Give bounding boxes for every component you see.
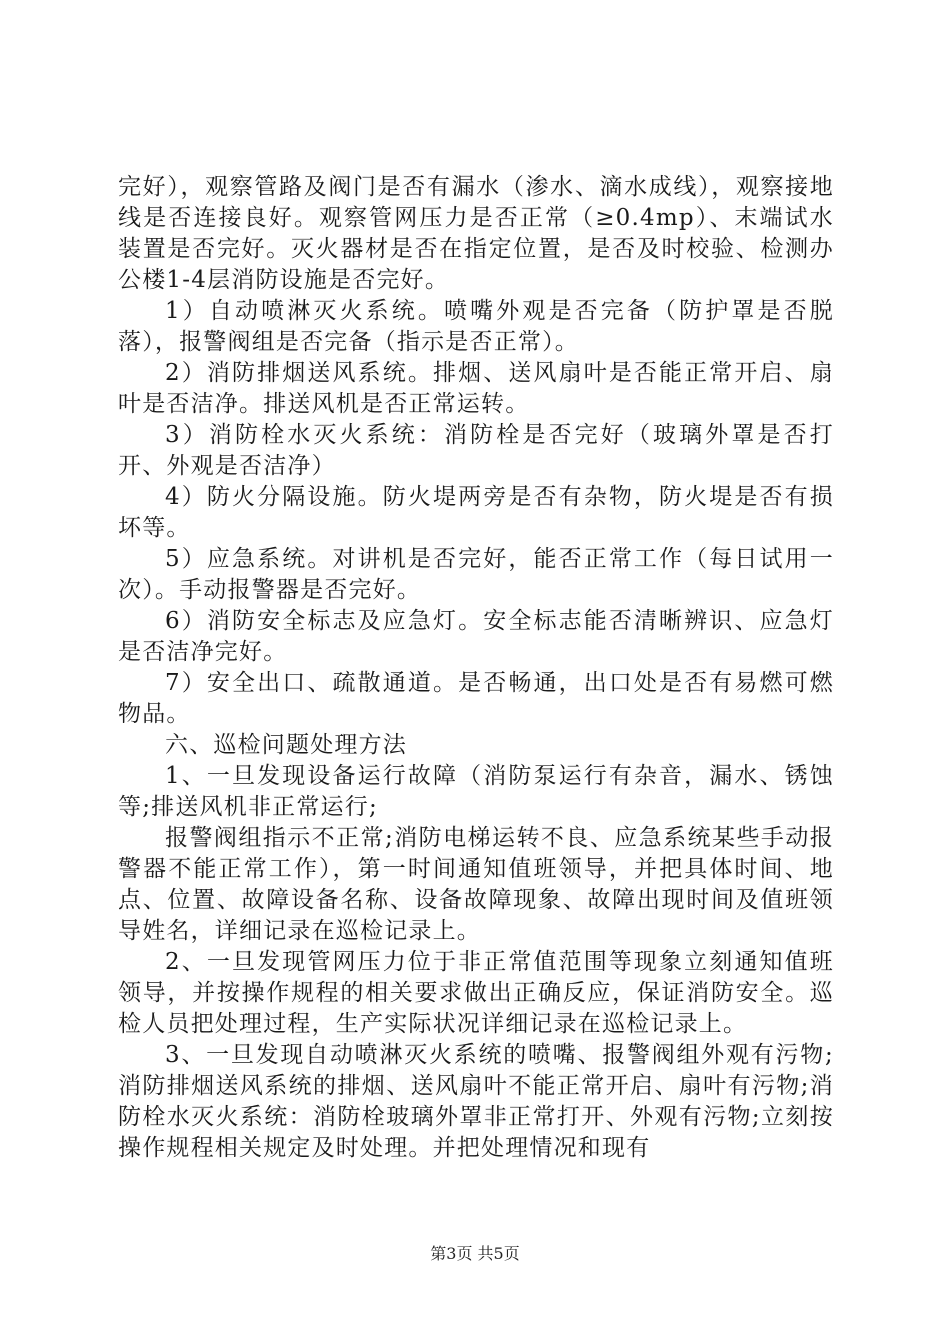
paragraph-equipment-fault: 1、一旦发现设备运行故障（消防泵运行有杂音，漏水、锈蚀等;排送风机非正常运行; bbox=[118, 763, 834, 820]
paragraph-pressure-abnormal: 2、一旦发现管网压力位于非正常值范围等现象立刻通知值班领导，并按操作规程的相关要求做出正确反应，保证消防安全。巡检人员把处理过程，生产实际状况详细记录在巡检记录上。 bbox=[118, 949, 834, 1037]
paragraph-continued-inspection: 完好），观察管路及阀门是否有漏水（渗水、滴水成线），观察接地线是否连接良好。观察管网压力是否正常（≥0.4mp）、末端试水装置是否完好。灭火器材是否在指定位置，是否及时校验、检测办公楼1-4层消防设施是否完好。 bbox=[118, 174, 834, 293]
paragraph-safety-signs: 6）消防安全标志及应急灯。安全标志能否清晰辨识、应急灯是否洁净完好。 bbox=[118, 608, 834, 665]
paragraph-sprinkler-system: 1）自动喷淋灭火系统。喷嘴外观是否完备（防护罩是否脱落），报警阀组是否完备（指示是否正常）。 bbox=[118, 298, 834, 355]
page-number-footer: 第3页 共5页 bbox=[430, 1244, 520, 1263]
paragraph-safety-exits: 7）安全出口、疏散通道。是否畅通，出口处是否有易燃可燃物品。 bbox=[118, 670, 834, 727]
paragraph-hydrant-system: 3）消防栓水灭火系统：消防栓是否完好（玻璃外罩是否打开、外观是否洁净） bbox=[118, 422, 834, 479]
paragraph-fire-separation: 4）防火分隔设施。防火堤两旁是否有杂物，防火堤是否有损坏等。 bbox=[118, 484, 834, 541]
section-heading-problem-handling: 六、巡检问题处理方法 bbox=[165, 732, 407, 758]
document-body bbox=[118, 172, 834, 1164]
paragraph-dirt-handling: 3、一旦发现自动喷淋灭火系统的喷嘴、报警阀组外观有污物;消防排烟送风系统的排烟、送风扇叶不能正常开启、扇叶有污物;消防栓水灭火系统：消防栓玻璃外罩非正常打开、外观有污物;立刻按操作规程相关规定及时处理。并把处理情况和现有 bbox=[118, 1042, 834, 1161]
paragraph-smoke-exhaust-system: 2）消防排烟送风系统。排烟、送风扇叶是否能正常开启、扇叶是否洁净。排送风机是否正常运转。 bbox=[118, 360, 834, 417]
paragraph-alarm-valve-fault: 报警阀组指示不正常;消防电梯运转不良、应急系统某些手动报警器不能正常工作），第一时间通知值班领导，并把具体时间、地点、位置、故障设备名称、设备故障现象、故障出现时间及值班领导姓名，详细记录在巡检记录上。 bbox=[118, 825, 834, 944]
paragraph-emergency-system: 5）应急系统。对讲机是否完好，能否正常工作（每日试用一次）。手动报警器是否完好。 bbox=[118, 546, 834, 603]
